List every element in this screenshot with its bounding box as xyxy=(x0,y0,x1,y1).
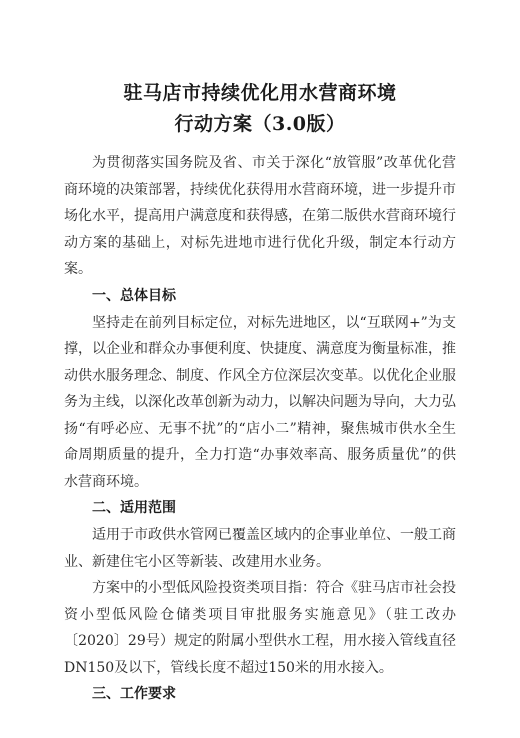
section-heading-scope: 二、适用范围 xyxy=(92,500,176,516)
section-paragraph: 坚持走在前列目标定位，对标先进地区，以“互联网+”为支撑，以企业和群众办事便利度、快捷度、满意度为衡量标准，推动供水服务理念、制度、作风全方位深层次变革。以优化企业服务为主线，以深化改革创新为动力，以解决问题为导向，大力弘扬“有呼必应、无事不扰”的“店小二”精神，聚焦城市供水全生命周期质量的提升，全力打造“办事效率高、服务质量优”的供水营商环境。 xyxy=(64,314,456,490)
title-spacer xyxy=(64,140,456,150)
intro-paragraph: 为贯彻落实国务院及省、市关于深化“放管服”改革优化营商环境的决策部署，持续优化获得用水营商环境，进一步提升市场化水平，提高用户满意度和获得感，在第二版供水营商环境行动方案的基础上，对标先进地市进行优化升级，制定本行动方案。 xyxy=(64,155,456,277)
document-title xyxy=(64,78,456,140)
title-line-2: 行动方案（3.0版） xyxy=(174,113,346,135)
section-paragraph: 适用于市政供水管网已覆盖区域内的企事业单位、一般工商业、新建住宅小区等新装、改建用水业务。 xyxy=(64,527,456,570)
section-heading-overall-goal: 一、总体目标 xyxy=(92,287,176,304)
section-paragraph: 方案中的小型低风险投资类项目指：符合《驻马店市社会投资小型低风险仓储类项目审批服务实施意见》（驻工改办〔2020〕29号）规定的附属小型供水工程，用水接入管线直径DN150及以下，管线长度不超过150米的用水接入。 xyxy=(64,580,456,676)
title-line-1: 驻马店市持续优化用水营商环境 xyxy=(123,82,397,104)
section-heading-work-requirements: 三、工作要求 xyxy=(92,686,176,702)
